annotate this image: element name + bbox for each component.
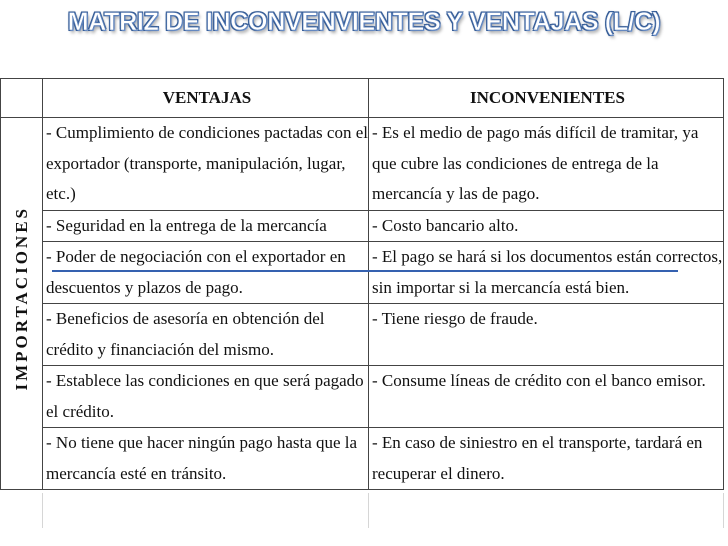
- table-row: [1, 118, 724, 211]
- table-row: [1, 366, 724, 428]
- inconveniente-cell: - Consume líneas de crédito con el banco emisor.: [369, 366, 724, 428]
- table-row: [1, 242, 724, 304]
- empty-grid-strip: [0, 493, 728, 546]
- table-row: [1, 428, 724, 490]
- grid-line: [42, 493, 43, 528]
- inconveniente-cell: - Costo bancario alto.: [369, 210, 724, 242]
- table-row: [1, 304, 724, 366]
- corner-cell: [1, 79, 43, 118]
- header-row: [1, 79, 724, 118]
- inconveniente-cell: - En caso de siniestro en el transporte, tardará en recuperar el dinero.: [369, 428, 724, 490]
- ventaja-cell: - Poder de negociación con el exportador en descuentos y plazos de pago.: [43, 242, 369, 304]
- inconveniente-cell: - El pago se hará si los documentos están correctos, sin importar si la mercancía está bien.: [369, 242, 724, 304]
- ventaja-cell: - Establece las condiciones en que será pagado el crédito.: [43, 366, 369, 428]
- header-ventajas: VENTAJAS: [43, 79, 369, 118]
- inconveniente-cell: - Es el medio de pago más difícil de tramitar, ya que cubre las condiciones de entrega de la mercancía y las de pago.: [369, 118, 724, 211]
- table-row: [1, 210, 724, 242]
- advantages-disadvantages-table: [0, 78, 724, 490]
- side-label-cell: [1, 118, 43, 490]
- grid-line: [723, 493, 724, 528]
- grid-line: [368, 493, 369, 528]
- ventaja-cell: - Seguridad en la entrega de la mercancía: [43, 210, 369, 242]
- ventaja-cell: - Beneficios de asesoría en obtención del crédito y financiación del mismo.: [43, 304, 369, 366]
- side-label: IMPORTACIONES: [11, 206, 31, 391]
- page-title: MATRIZ DE INCONVENVIENTES Y VENTAJAS (L/C): [67, 8, 661, 36]
- highlight-underline: [52, 270, 678, 272]
- ventaja-cell: - Cumplimiento de condiciones pactadas con el exportador (transporte, manipulación, lugar, etc.): [43, 118, 369, 211]
- ventaja-cell: - No tiene que hacer ningún pago hasta que la mercancía esté en tránsito.: [43, 428, 369, 490]
- inconveniente-cell: - Tiene riesgo de fraude.: [369, 304, 724, 366]
- header-inconvenientes: INCONVENIENTES: [369, 79, 724, 118]
